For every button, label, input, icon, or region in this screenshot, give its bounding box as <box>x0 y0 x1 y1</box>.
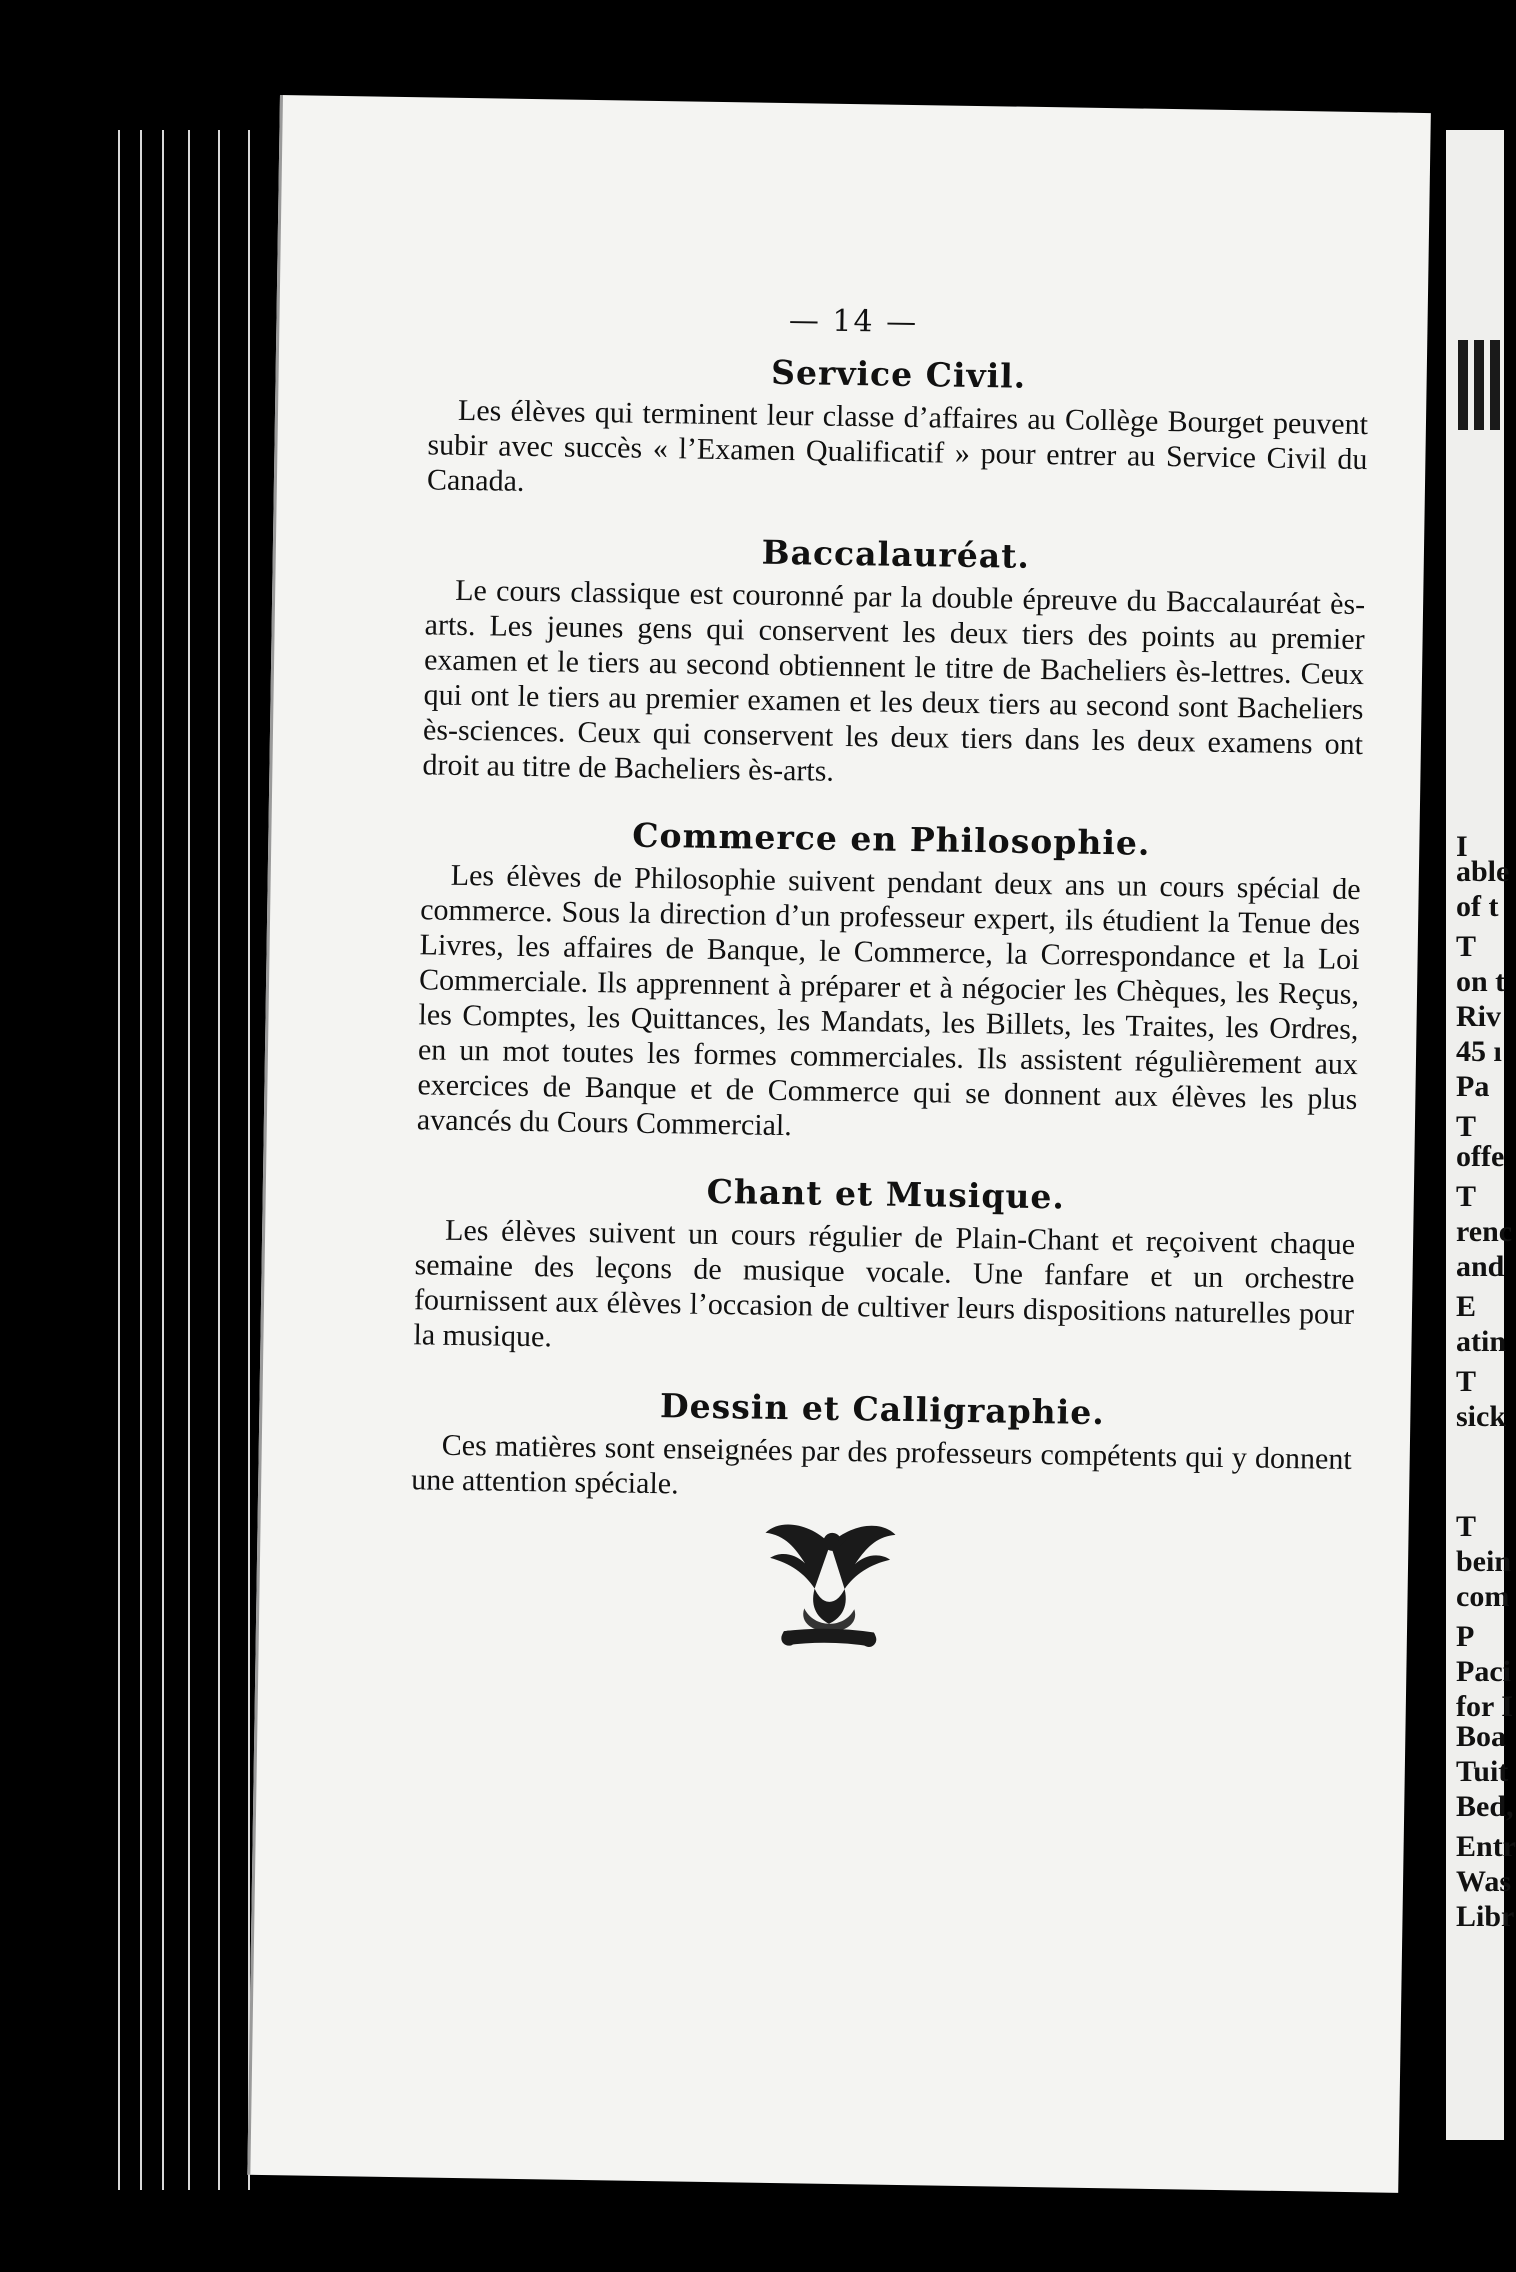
page-number: — 14 — <box>788 303 919 341</box>
section-heading: Chant et Musique. <box>706 1171 1066 1217</box>
section-chant-musique <box>413 1167 1356 1367</box>
adjacent-page-fragment: bein <box>1456 1545 1512 1578</box>
section-heading: Commerce en Philosophie. <box>632 815 1151 863</box>
adjacent-page-fragment: renc <box>1456 1215 1513 1248</box>
adjacent-page-fragment: offe <box>1456 1140 1505 1173</box>
adjacent-page-fragment: T <box>1456 1180 1477 1213</box>
adjacent-page-fragment: atin <box>1456 1325 1507 1358</box>
adjacent-page-fragment: E <box>1456 1290 1477 1323</box>
adjacent-page-fragment: com <box>1456 1580 1510 1613</box>
page-edge <box>140 130 142 2190</box>
adjacent-page-fragment: Boa <box>1456 1720 1507 1753</box>
section-commerce-philosophie <box>417 812 1362 1152</box>
phoenix-icon <box>759 1513 901 1655</box>
adjacent-page-fragment: Tuit <box>1456 1755 1509 1788</box>
section-heading: Service Civil. <box>770 352 1027 396</box>
adjacent-page-fragment: P <box>1456 1620 1475 1653</box>
page-edge <box>248 130 250 2190</box>
page-edge <box>218 130 220 2190</box>
adjacent-page-fragment: sick <box>1456 1400 1507 1433</box>
page-edge <box>188 130 190 2190</box>
adjacent-page-fragment: Was <box>1456 1865 1512 1898</box>
adjacent-page-fragment: able <box>1456 855 1510 888</box>
section-paragraph: Les élèves qui terminent leur classe d’affaires au Collège Bourget peuvent subir avec succès « l’Examen Qualificatif » pour entrer au Service Civil du Canada. <box>426 393 1369 498</box>
section-heading: Dessin et Calligraphie. <box>659 1386 1106 1433</box>
section-baccalaureat <box>422 527 1366 797</box>
adjacent-page-fragment: Paci <box>1456 1655 1511 1688</box>
adjacent-page-fragment: for I <box>1456 1690 1513 1723</box>
adjacent-page-fragment: on t <box>1456 965 1506 998</box>
adjacent-page-fragment: Bed, <box>1456 1790 1514 1823</box>
adjacent-page-fragment: Riv <box>1456 1000 1501 1033</box>
section-heading: Baccalauréat. <box>761 532 1031 576</box>
section-paragraph: Le cours classique est couronné par la double épreuve du Baccalauréat ès-arts. Les jeunes gens qui conservent les deux tiers des points au premier examen et le tiers au second obtiennent le titre de Bacheliers ès-lettres. Ceux qui ont le tiers au premier examen et les deux tiers au second sont Bacheliers ès-sciences. Ceux qui conservent les deux tiers dans les deux examens ont droit au titre de Bacheliers ès-arts. <box>422 573 1366 788</box>
adjacent-page-fragment: T <box>1456 1365 1477 1398</box>
border-ornament-icon <box>1454 340 1500 430</box>
section-dessin-calligraphie <box>411 1382 1353 1512</box>
adjacent-page-fragment: T <box>1456 930 1477 963</box>
adjacent-page-fragment: Entr <box>1456 1830 1516 1863</box>
book-page <box>247 95 1431 2193</box>
page-content <box>411 347 1369 1542</box>
adjacent-page-fragment: and <box>1456 1250 1505 1283</box>
adjacent-page-fragment: T <box>1456 1110 1477 1143</box>
adjacent-page-fragment: T <box>1456 1510 1477 1543</box>
page-edge <box>162 130 164 2190</box>
section-service-civil <box>427 347 1369 512</box>
section-paragraph: Les élèves suivent un cours régulier de Plain-Chant et reçoivent chaque semaine des leçons de musique vocale. Une fanfare et un orchestre fournissent aux élèves l’occasion de cultiver leurs dispositions naturelles pour la musique. <box>413 1213 1356 1354</box>
section-paragraph: Ces matières sont enseignées par des professeurs compétents qui y donnent une attention spéciale. <box>411 1428 1352 1501</box>
adjacent-page-fragment: Libr <box>1456 1900 1515 1933</box>
adjacent-page-fragment: 45 ı <box>1456 1035 1502 1068</box>
page-edge <box>118 130 120 2190</box>
section-paragraph: Les élèves de Philosophie suivent pendant deux ans un cours spécial de commerce. Sous la direction d’un professeur expert, ils étudient la Tenue des Livres, les affaires de Banque, le Commerce, la Correspondance et la Loi Commerciale. Ils apprennent à préparer et à négocier les Chèques, les Reçus, les Comptes, les Quittances, les Mandats, les Billets, les Traites, les Ordres, en un mot toutes les formes commerciales. Ils assistent régulièrement aux exercices de Banque et de Commerce qui se donnent aux élèves les plus avancés du Cours Commercial. <box>416 858 1361 1143</box>
adjacent-page-fragment: of t <box>1456 890 1499 923</box>
adjacent-page-fragment: I <box>1456 830 1468 863</box>
adjacent-page <box>1446 130 1516 2140</box>
adjacent-page-fragment: Pa <box>1456 1070 1490 1103</box>
